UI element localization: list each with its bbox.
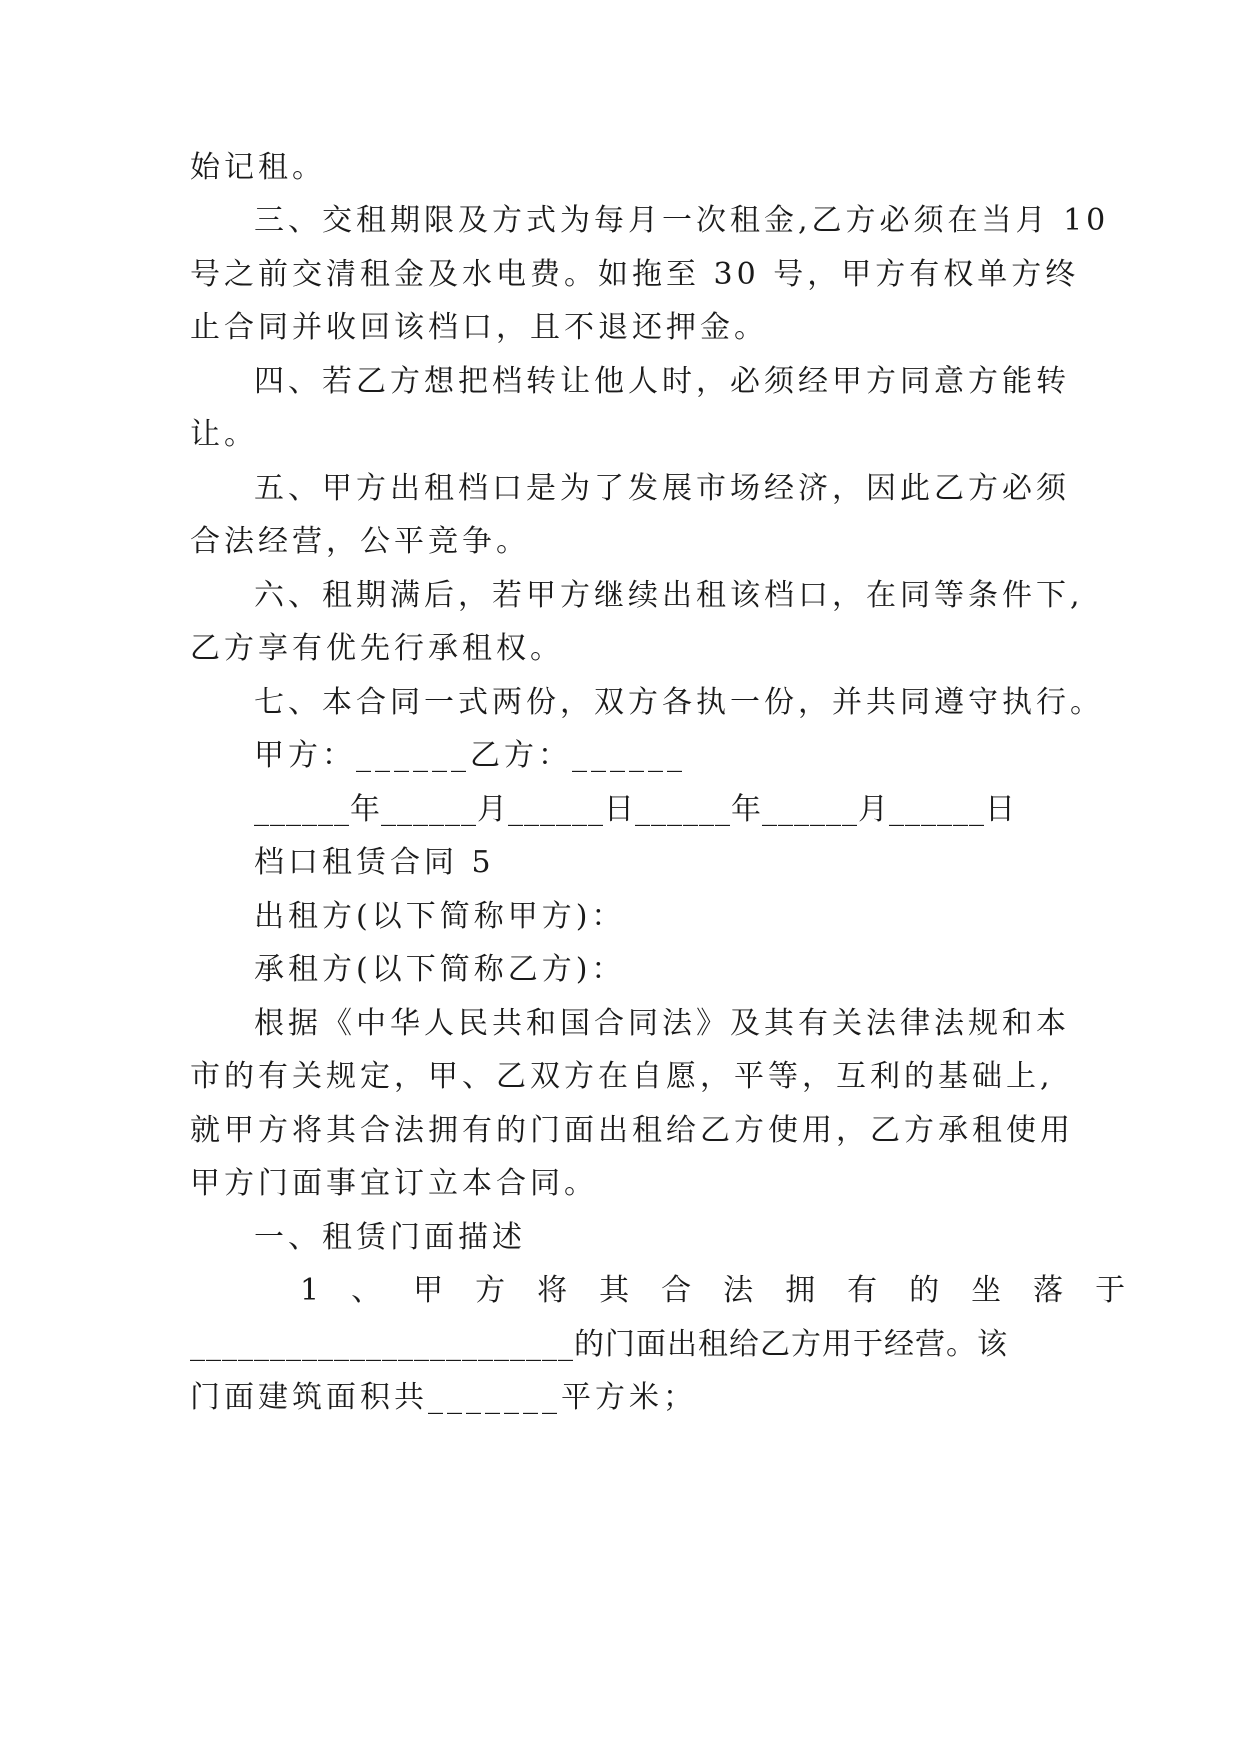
text-line: 止合同并收回该档口，且不退还押金。: [190, 310, 768, 345]
text-line: 合法经营，公平竞争。: [190, 524, 530, 559]
text-line: 三、交租期限及方式为每月一次租金,乙方必须在当月 10: [254, 203, 1110, 238]
text-line: 七、本合同一式两份，双方各执一份，并共同遵守执行。: [254, 685, 1104, 720]
text-line: 四、若乙方想把档转让他人时，必须经甲方同意方能转: [254, 364, 1070, 399]
text-line: 承租方(以下简称乙方)：: [254, 952, 626, 987]
text-line: 市的有关规定，甲、乙双方在自愿，平等，互利的基础上,: [190, 1059, 1054, 1094]
section-heading: 一、租赁门面描述: [254, 1220, 526, 1255]
text-line: 就甲方将其合法拥有的门面出租给乙方使用，乙方承租使用: [190, 1113, 1074, 1148]
text-line: 甲方门面事宜订立本合同。: [190, 1166, 598, 1201]
text-line: 让。: [190, 417, 258, 452]
text-line: 出租方(以下简称甲方)：: [254, 899, 626, 934]
text-line: 根据《中华人民共和国合同法》及其有关法律法规和本: [254, 1006, 1070, 1041]
text-line: 六、租期满后，若甲方继续出租该档口，在同等条件下,: [254, 578, 1084, 613]
text-line: 号之前交清租金及水电费。如拖至 30 号，甲方有权单方终: [190, 257, 1080, 292]
text-line: ________________________的门面出租给乙方用于经营。该: [190, 1327, 1008, 1362]
signature-line: 甲方：______乙方：______: [254, 738, 686, 773]
text-line: 1、甲方将其合法拥有的坐落于: [300, 1273, 1158, 1308]
text-line: 乙方享有优先行承租权。: [190, 631, 564, 666]
text-line: 五、甲方出租档口是为了发展市场经济，因此乙方必须: [254, 471, 1070, 506]
section-title: 档口租赁合同 5: [254, 845, 495, 880]
text-line: 门面建筑面积共_______平方米；: [190, 1380, 697, 1415]
date-line: ______年______月______日______年______月______日: [254, 792, 1016, 827]
text-line: 始记租。: [190, 150, 326, 185]
